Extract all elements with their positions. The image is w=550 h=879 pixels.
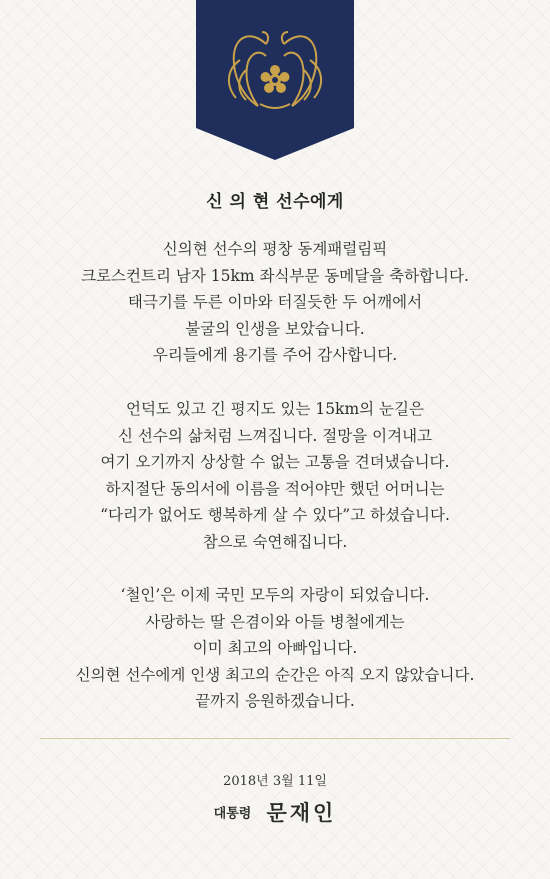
letter-line: 불굴의 인생을 보았습니다. bbox=[185, 319, 365, 338]
signature-name: 문재인 bbox=[266, 801, 337, 825]
letter-line: 신의현 선수에게 인생 최고의 순간은 아직 오지 않았습니다. bbox=[75, 665, 475, 684]
letter-line: 우리들에게 용기를 주어 감사합니다. bbox=[152, 346, 398, 364]
letter-line: 끝까지 응원하겠습니다. bbox=[195, 692, 355, 710]
letter-line: 크로스컨트리 남자 15km 좌식부문 동메달을 축하합니다. bbox=[81, 266, 469, 285]
presidential-emblem-banner bbox=[196, 0, 354, 160]
letter-title: 신 의 현 선수에게 bbox=[206, 192, 344, 212]
letter-line: 신 선수의 삶처럼 느껴집니다. 절망을 이겨내고 bbox=[117, 426, 433, 445]
letter-date: 2018년 3월 11일 bbox=[223, 774, 327, 789]
letter-line: 태극기를 두른 이마와 터질듯한 두 어깨에서 bbox=[127, 293, 423, 311]
letter-line: “다리가 없어도 행복하게 살 수 있다”고 하셨습니다. bbox=[100, 506, 450, 524]
letter-line: 하지절단 동의서에 이름을 적어야만 했던 어머니는 bbox=[105, 479, 445, 498]
paragraph-2 bbox=[0, 396, 550, 555]
letter-line: ‘철인’은 이제 국민 모두의 자랑이 되었습니다. bbox=[120, 586, 430, 604]
letter-line: 사랑하는 딸 은겸이와 아들 병철에게는 bbox=[145, 612, 405, 631]
paragraph-3 bbox=[0, 582, 550, 715]
signature bbox=[0, 797, 550, 827]
letter-line: 참으로 숙연해집니다. bbox=[202, 532, 348, 551]
letter-line: 언덕도 있고 긴 평지도 있는 15km의 눈길은 bbox=[126, 400, 424, 418]
letter-line: 신의현 선수의 평창 동계패럴림픽 bbox=[162, 240, 388, 258]
letter-line: 여기 오기까지 상상할 수 없는 고통을 견뎌냈습니다. bbox=[100, 453, 450, 471]
paragraph-1 bbox=[0, 236, 550, 369]
signature-role: 대통령 bbox=[213, 806, 252, 822]
divider bbox=[40, 738, 510, 739]
phoenix-emblem-icon bbox=[196, 0, 354, 160]
letter-line: 이미 최고의 아빠입니다. bbox=[192, 639, 358, 657]
